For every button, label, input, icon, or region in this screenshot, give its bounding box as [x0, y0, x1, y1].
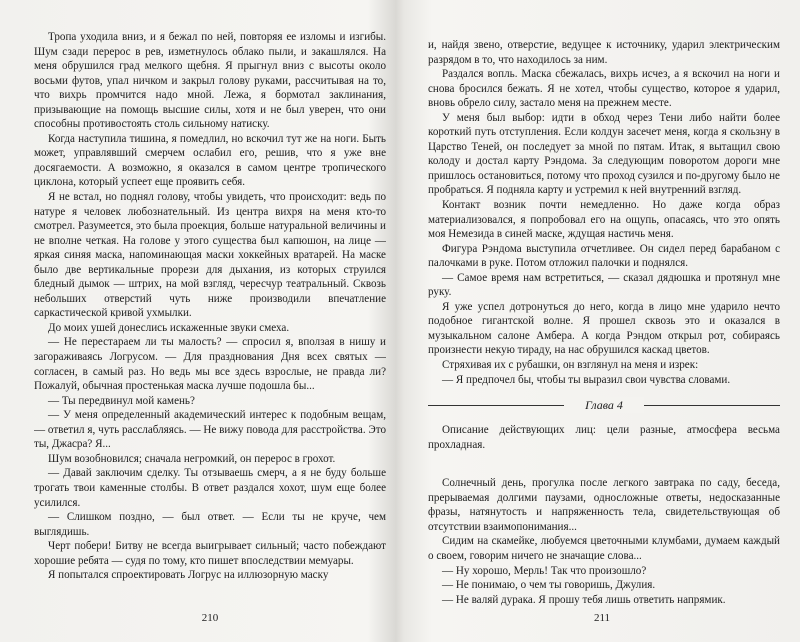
paragraph: и, найдя звено, отверстие, ведущее к источнику, ударил электрическим разрядом в то, что находилось за ним.	[428, 39, 780, 66]
paragraph: Сидим на скамейке, любуемся цветочными клумбами, думаем каждый о своем, говорим ничего не значащие слова...	[428, 535, 780, 562]
paragraph: Черт побери! Битву не всегда выигрывает сильный; часто побеждают хорошие ребята — судя по тому, кто пишет впоследствии мемуары.	[34, 540, 386, 567]
paragraph: — Ты передвинул мой камень?	[48, 394, 195, 407]
chapter-heading	[428, 397, 780, 413]
paragraph: — Не валяй дурака. Я прошу тебя лишь ответить напрямик.	[442, 593, 726, 606]
paragraph: Контакт возник почти немедленно. Но даже когда образ материализовался, я попробовал его на ощупь, опасаясь, что это опять моя Немезида в синей маске, ждущая настичь меня.	[428, 199, 780, 241]
paragraph: Стряхивая их с рубашки, он взглянул на меня и изрек:	[442, 359, 699, 372]
paragraph: Тропа уходила вниз, и я бежал по ней, повторяя ее изломы и изгибы. Шум сзади перерос в рев, изметнулось облако пыли, и закашлялся. На меня обрушился град мелкого щебня. Я прыгнул вниз с высоты около восьми футов, упал ничком и закрыл голову руками, рассчитывая на то, что вихрь промчится надо мной. Лежа, я бормотал заклинания, призывающие на помощь высшие силы, хотя и не был уверен, что они способны противостоять столь сильному натиску.	[34, 31, 386, 131]
paragraph: Солнечный день, прогулка после легкого завтрака по саду, беседа, прерываемая долгими паузами, односложные ответы, недосказанные фразы, натянутость и напряженность тела, свидетельствующая об отсутствии взаимопонимания...	[428, 477, 780, 533]
paragraph: Шум возобновился; сначала негромкий, он перерос в грохот.	[48, 452, 336, 465]
paragraph: Фигура Рэндома выступила отчетливее. Он сидел перед барабаном с палочками в руке. Потом отложил палочки и поднялся.	[428, 242, 780, 270]
paragraph: — Ну хорошо, Мерль! Так что произошло?	[442, 564, 647, 577]
paragraph: До моих ушей донеслись искаженные звуки смеха.	[48, 321, 290, 334]
paragraph: — Не понимаю, о чем ты говоришь, Джулия.	[442, 579, 656, 592]
paragraph: Когда наступила тишина, я помедлил, но вскочил тут же на ноги. Быть может, управлявший смерчем ослабил его, решив, что я уже вне досягаемости. А возможно, я оказался в самом центре тропического циклона, который успеет еще проявить себя.	[34, 132, 386, 189]
page-number-right: 211	[593, 612, 611, 624]
right-page	[428, 38, 780, 618]
paragraph: — Слишком поздно, — был ответ. — Если ты не круче, чем выглядишь.	[34, 511, 386, 538]
chapter-title: Глава 4	[564, 397, 644, 413]
paragraph: Я попытался спроектировать Логрус на иллюзорную маску	[48, 569, 329, 582]
paragraph: Я не встал, но поднял голову, чтобы увидеть, что происходит: ведь по натуре я человек любознательный. Из центра вихря на меня кто-то смотрел. Разумеется, это была проекция, больше натуральной величины и не вполне четкая. На голове у этого существа был капюшон, на лице — яркая синяя маска, напоминающая маски хоккейных вратарей. На маске было две вертикальные прорези для дыхания, из которых струился бледный дымок — штрих, на мой взгляд, чересчур театральный. Сквозь небольших отверстий чуть ниже производили впечатление саркастической кривой ухмылки.	[34, 191, 386, 320]
paragraph: Раздался вопль. Маска сбежалась, вихрь исчез, а я вскочил на ноги и снова бросился бежать. Я не хотел, чтобы существо, которое я ударил, вновь обрело силу, застало меня на прежнем месте.	[428, 68, 780, 110]
paragraph: У меня был выбор: идти в обход через Тени либо найти более короткий путь отступления. Если колдун засечет меня, когда я скользну в Царство Теней, он последует за мной по пятам. Итак, я вытащил свою колоду и достал карту Рэндома. За следующим поворотом дороги мне пришлось остановиться, потому что проход сузился и по-другому было не пробраться. Я подняла карту и устремил к ней внутренний взгляд.	[428, 111, 780, 197]
paragraph: — У меня определенный академический интерес к подобным вещам, — ответил я, чуть расслабляясь. — Не вижу повода для расстройства. Это ты, Джасра? Я...	[34, 409, 386, 451]
paragraph: Я уже успел дотронуться до него, когда в лицо мне ударило нечто подобное гигантской волне. Я прошел сквозь это и оказался в музыкальном салоне Амбера. А когда Рэндом открыл рот, собираясь произнести некую тираду, на нас обрушился каскад цветов.	[428, 300, 780, 357]
chapter-synopsis: Описание действующих лиц: цели разные, атмосфера весьма прохладная.	[428, 424, 780, 451]
paragraph: — Не перестараем ли ты малость? — спросил я, вползая в нишу и загораживаясь Логрусом. — Для празднования Дня всех святых — согласен, в самый раз. Но ведь мы все здесь взрослые, не правда ли? Пожалуй, обычная простенькая маска лучше подошла бы...	[34, 336, 386, 393]
page-number-left: 210	[201, 612, 219, 624]
paragraph: — Давай заключим сделку. Ты отзываешь смерч, а я не буду больше трогать твои каменные столбы. В ответ раздался хохот, шум еще более усилился.	[34, 467, 386, 509]
left-page	[34, 30, 386, 610]
paragraph: — Самое время нам встретиться, — сказал дядюшка и протянул мне руку.	[428, 271, 780, 299]
paragraph: — Я предпочел бы, чтобы ты выразил свои чувства словами.	[442, 373, 731, 386]
